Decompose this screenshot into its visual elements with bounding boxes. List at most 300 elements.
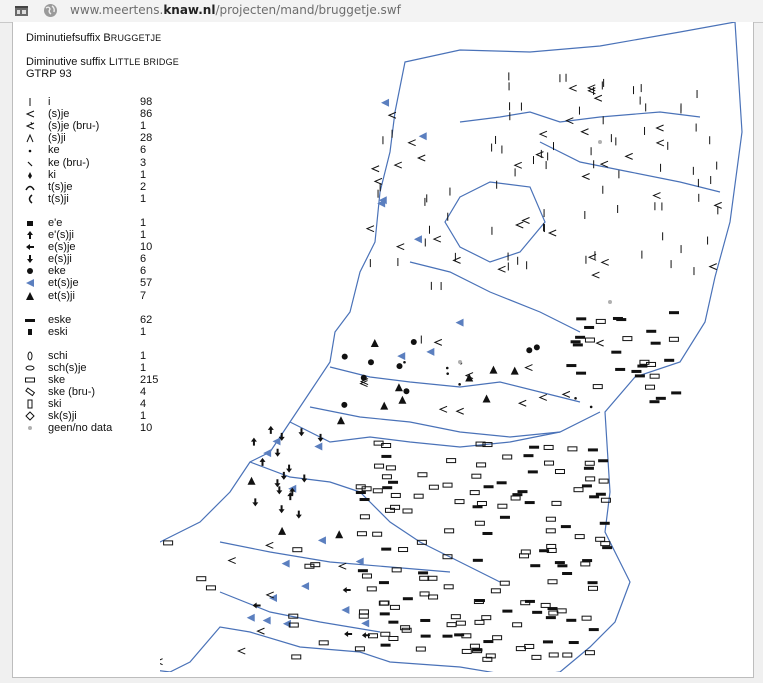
map-symbol-open-rect [475,521,484,525]
legend-count: 6 [140,253,147,266]
map-symbol-blue-triangle [341,606,349,614]
map-symbol-blue-triangle [263,617,271,625]
map-symbol-thick-dash [646,330,656,333]
map-symbol-thick-dash [584,467,594,470]
map-symbol-open-rect [596,537,605,541]
map-symbol-open-rect [470,644,479,648]
map-symbol-open-rect [447,623,456,627]
legend-symbol-arrow-up-icon [24,229,36,241]
map-symbol-thick-dash [596,493,606,496]
map-symbol-less-than [440,406,447,412]
map-symbol-blue-triangle [318,536,326,544]
globe-icon [43,3,58,18]
map-symbol-thick-dash [562,572,572,575]
map-symbol-less-than [519,400,526,406]
map-symbol-open-rect [375,464,384,468]
legend-label: e(s)je [48,241,76,254]
map-symbol-less-than [367,226,374,232]
map-symbol-less-than [372,166,379,172]
map-symbol-black-triangle [248,477,256,485]
map-symbol-open-rect [319,641,328,645]
map-symbol-open-rect [585,338,594,342]
map-symbol-open-rect [575,535,584,539]
legend-label: ske (bru-) [48,386,96,399]
map-symbol-thick-dash [379,581,389,584]
map-symbol-arrow-down [298,428,304,436]
map-symbol-small-dot [574,397,577,400]
map-symbol-open-rect [382,475,391,479]
map-symbol-thick-dash [420,619,430,622]
map-symbol-open-rect [585,461,594,465]
map-symbol-thick-dash [388,621,398,624]
map-symbol-open-rect [462,649,471,653]
map-symbol-less-than [592,272,599,278]
map-symbol-open-rect [503,455,512,459]
map-symbol-open-rect [164,541,173,545]
map-symbol-thick-dash [569,641,579,644]
map-symbol-open-rect [197,577,206,581]
legend-symbol-small-oval-icon [24,362,36,374]
legend-count: 1 [140,192,147,205]
map-symbol-open-rect [429,595,438,599]
legend-count: 10 [140,241,153,254]
legend-count: 1 [140,216,147,229]
map-symbol-thick-dash [473,559,483,562]
map-symbol-filled-circle [526,347,532,353]
map-symbol-thick-dash [525,501,535,504]
legend-symbol-less-than-mark-icon [24,120,36,132]
map-symbol-open-rect [563,653,572,657]
legend-symbol-arrow-down-icon [24,253,36,265]
map-symbol-open-rect [472,474,481,478]
legend-symbol-less-than-icon [24,108,36,120]
map-symbol-open-rect [416,647,425,651]
url-path: /projecten/mand/bruggetje.swf [215,3,401,17]
map-symbol-blue-triangle [263,449,271,457]
map-symbol-open-rect [373,532,382,536]
legend-count: 1 [140,361,147,374]
legend-count: 4 [140,386,147,399]
map-symbol-thick-dash [649,400,659,403]
legend-symbol-open-rect-icon [24,374,36,386]
map-symbol-open-rect [532,655,541,659]
legend-label: schi [48,349,68,362]
legend-symbol-slant-rect-icon [24,386,36,398]
map-symbol-filled-circle [403,388,409,394]
map-symbol-open-rect [357,532,366,536]
map-symbol-thick-dash [418,571,428,574]
map-symbol-less-than [657,125,664,131]
map-symbol-thick-dash [566,364,576,367]
map-symbol-thick-dash [360,498,370,501]
legend-label: eke [48,265,66,278]
map-symbol-arrow-left [344,631,352,637]
map-symbol-open-rect [420,592,429,596]
map-symbol-black-triangle [380,402,388,410]
map-symbol-open-rect [392,568,401,572]
map-symbol-less-than [597,340,604,346]
map-symbol-open-rect [588,586,597,590]
map-symbol-thick-dash [671,391,681,394]
map-symbol-black-triangle [395,383,403,391]
legend-count: 1 [140,168,147,181]
legend-count: 1 [140,120,147,133]
legend-count: 4 [140,398,147,411]
legend-label: ke [48,144,60,157]
map-symbol-open-rect [367,587,376,591]
map-symbol-open-rect [555,470,564,474]
map-symbol-less-than [397,244,404,250]
map-symbol-open-rect [391,493,400,497]
legend-label: et(s)je [48,277,79,290]
map-symbol-arrow-down [275,449,281,457]
map-symbol-thick-dash [512,493,522,496]
map-symbol-arrow-down [279,505,285,513]
map-symbol-open-rect [455,500,464,504]
legend-count: 7 [140,289,147,302]
map-outline [160,22,742,672]
legend-count: 6 [140,144,147,157]
map-symbol-less-than [160,659,163,665]
legend-label: eski [48,325,68,338]
map-symbol-blue-triangle [272,437,280,445]
map-symbol-less-than [583,174,590,180]
map-symbol-open-rect [451,615,460,619]
map-symbol-open-rect [493,636,502,640]
map-symbol-thick-dash [588,581,598,584]
url-prefix: www.meertens. [70,3,164,17]
map-symbol-thick-dash [517,490,527,493]
map-symbol-thick-dash [381,644,391,647]
map-symbol-less-than [536,152,543,158]
map-symbol-open-rect [389,636,398,640]
map-symbol-grey-dot [598,140,602,144]
map-symbol-thick-dash [664,359,674,362]
map-symbol-blue-triangle [397,352,405,360]
map-symbol-open-rect [557,609,566,613]
map-symbol-arrow-up [268,426,274,434]
map-symbol-less-than [602,259,609,265]
map-symbol-thick-dash [561,525,571,528]
legend-label: e'(s)ji [48,229,74,241]
map-symbol-less-than [581,129,588,135]
dialect-map [160,22,750,672]
map-symbol-grey-dot [608,300,612,304]
map-symbol-open-rect [574,488,583,492]
map-symbol-thick-dash [443,635,453,638]
map-symbol-open-rect [525,644,534,648]
legend-symbol-drop-icon [24,169,36,181]
legend-label: (s)ji [48,132,66,145]
map-symbol-open-rect [399,548,408,552]
map-symbol-less-than [595,95,602,101]
map-symbol-arrow-up [260,458,266,466]
map-symbol-open-rect [513,623,522,627]
map-symbol-open-rect [623,337,632,341]
map-symbol-open-rect [362,574,371,578]
map-symbol-thick-dash [573,343,583,346]
map-symbol-thick-dash [403,597,413,600]
legend-label: i [48,96,51,108]
map-symbol-thick-dash [576,372,586,375]
map-symbol-blue-triangle [247,614,255,622]
map-symbol-open-rect [470,491,479,495]
map-symbol-small-dot [446,372,449,375]
map-symbol-open-rect [646,385,655,389]
legend-label: e(s)ji [48,253,72,266]
map-symbol-open-rect [581,562,590,566]
map-symbol-filled-circle [396,363,402,369]
legend-symbol-caret-icon [24,132,36,144]
map-symbol-thick-dash [588,448,598,451]
map-symbol-blue-triangle [426,348,434,356]
map-symbol-black-triangle [398,396,406,404]
map-symbol-open-rect [568,447,577,451]
legend-label: e'e [48,216,63,229]
map-symbol-small-dot [446,367,449,370]
map-symbol-arrow-down [252,498,258,506]
map-symbol-open-rect [414,494,423,498]
legend-count: 28 [140,132,153,145]
map-symbol-arrow-down [276,486,282,494]
map-symbol-less-than [375,178,382,184]
map-symbol-thick-dash [528,470,538,473]
wadden-shore [460,112,700,122]
legend-symbol-filled-circle-icon [24,265,36,277]
map-symbol-less-than [266,542,273,548]
map-symbol-open-rect [482,616,491,620]
map-symbol-thick-dash [611,351,621,354]
map-symbol-thick-dash [576,317,586,320]
map-symbol-blue-triangle [361,619,369,627]
legend-symbol-small-block-icon [24,326,36,338]
map-symbol-less-than [435,339,442,345]
map-symbol-open-rect [477,463,486,467]
map-symbol-open-rect [547,544,556,548]
map-symbol-less-than [523,217,530,223]
map-symbol-thick-dash [380,612,390,615]
legend-label: (s)je (bru-) [48,120,100,133]
map-symbol-open-rect [381,632,390,636]
map-symbol-open-rect [359,610,368,614]
map-symbol-thick-dash [546,616,556,619]
legend-symbol-paren-icon [24,193,36,205]
legend-count: 3 [140,156,147,169]
legend-label: eske [48,313,72,326]
map-symbol-open-rect [293,548,302,552]
map-symbol-less-than [418,155,425,161]
map-symbol-arrow-down [274,479,280,487]
map-symbol-black-triangle [511,367,519,375]
map-symbol-thick-dash [381,455,391,458]
map-symbol-thick-dash [482,532,492,535]
map-symbol-thick-dash [555,561,565,564]
map-symbol-blue-triangle [301,582,309,590]
legend-count: 2 [140,180,147,193]
legend-label: et(s)ji [48,289,75,302]
coastline [160,22,742,672]
map-symbol-thick-dash [388,481,398,484]
browser-address-bar [0,0,763,23]
map-symbol-blue-triangle [314,442,322,450]
map-symbol-less-than [409,140,416,146]
legend-count: 1 [140,229,147,241]
map-symbol-thick-dash [584,326,594,329]
map-symbol-thick-dash [532,611,542,614]
map-symbol-thick-dash [589,495,599,498]
legend-symbol-arrow-left-icon [24,241,36,253]
map-symbol-arrow-up [251,438,257,446]
legend-symbol-bar-vertical-icon [24,96,36,108]
map-symbol-thick-dash [571,340,581,343]
map-symbol-open-rect [596,319,605,323]
map-symbol-less-than [540,131,547,137]
map-symbol-less-than [238,648,245,654]
map-symbol-filled-circle [411,339,417,345]
map-symbol-thick-dash [582,484,592,487]
map-symbol-thick-dash [484,485,494,488]
map-symbol-open-rect [599,479,608,483]
legend-label: geen/no data [48,422,113,435]
map-symbol-arrow-down [286,465,292,473]
map-symbol-arrow-left [343,587,351,593]
map-symbol-thick-dash [582,559,592,562]
map-symbol-open-rect [552,501,561,505]
map-symbol-less-than [229,558,236,564]
map-symbol-open-rect [359,614,368,618]
map-symbol-thick-dash [637,365,647,368]
map-symbol-thick-dash [575,336,585,339]
map-symbol-open-rect [548,580,557,584]
map-symbol-open-rect [443,483,452,487]
map-symbol-thick-dash [566,619,576,622]
map-symbol-open-rect [516,647,525,651]
legend-label: ki [48,168,56,181]
map-symbol-black-triangle [483,394,491,402]
map-symbol-thick-dash [475,599,485,602]
map-symbol-arrow-down [301,474,307,482]
map-symbol-thick-dash [497,481,507,484]
legend-symbol-filled-square-icon [24,217,36,229]
map-symbol-thick-dash [500,516,510,519]
url-field[interactable] [70,3,401,17]
map-symbol-open-rect [418,473,427,477]
url-domain: knaw.nl [163,3,216,17]
province-line-3 [220,542,450,572]
legend-label: ke (bru-) [48,156,90,169]
map-symbol-less-than [710,264,717,270]
legend-count: 10 [140,422,153,435]
map-symbol-thick-dash [600,522,610,525]
map-symbol-less-than [515,162,522,168]
map-symbol-small-dot [458,383,461,386]
map-symbol-open-rect [355,647,364,651]
legend-label: ski [48,398,62,411]
legend-symbol-diamond-icon [24,410,36,422]
legend-count: 1 [140,325,147,338]
map-symbol-open-rect [498,504,507,508]
legend-count: 1 [140,410,147,423]
map-symbol-filled-circle [368,359,374,365]
map-symbol-open-rect [447,459,456,463]
map-symbol-blue-triangle [456,319,464,327]
map-symbol-thick-dash [483,640,493,643]
map-symbol-open-rect [428,576,437,580]
legend-symbol-arc-icon [24,181,36,193]
map-symbol-less-than [540,394,547,400]
legend-label: t(s)je [48,180,73,193]
map-symbol-blue-triangle [381,99,389,107]
map-symbol-open-rect [373,489,382,493]
legend-count: 6 [140,265,147,278]
map-symbol-thick-dash [502,610,512,613]
map-symbol-open-rect [390,605,399,609]
map-symbol-open-rect [206,586,215,590]
map-symbol-open-rect [477,502,486,506]
legend-label: ske [48,374,66,386]
map-symbol-thick-dash [669,311,679,314]
map-symbol-thick-dash [635,374,645,377]
legend-symbol-zero-icon [24,350,36,362]
map-symbol-less-than [267,592,274,598]
map-titles [26,32,179,80]
map-symbol-open-rect [491,589,500,593]
map-symbol-thick-dash [615,368,625,371]
map-symbol-open-rect [545,461,554,465]
map-symbol-open-rect [650,374,659,378]
legend-count: 98 [140,96,153,108]
map-symbol-open-rect [549,653,558,657]
map-symbol-open-rect [500,581,509,585]
map-symbol-less-than [657,140,664,146]
map-symbol-black-triangle [489,366,497,374]
map-symbol-thick-dash [557,564,567,567]
map-symbol-less-than [549,230,556,236]
map-symbol-open-rect [429,485,438,489]
map-symbol-open-rect [445,529,454,533]
map-symbol-open-rect [544,445,553,449]
map-symbol-open-rect [669,337,678,341]
map-symbol-thick-dash [358,569,368,572]
map-symbol-arrow-down [318,434,324,442]
legend-count: 86 [140,108,153,121]
legend-label: (s)je [48,108,70,121]
map-symbol-less-than [654,193,661,199]
map-symbol-open-rect [546,517,555,521]
map-symbol-filled-circle [342,354,348,360]
province-line-5 [220,592,380,632]
map-symbol-less-than [457,408,464,414]
map-symbol-less-than [339,563,346,569]
map-symbol-less-than [257,628,264,634]
map-symbol-thick-dash [602,546,612,549]
legend-count: 57 [140,277,153,290]
map-symbol-thick-dash [631,370,641,373]
map-symbol-thick-dash [543,640,553,643]
legend-symbol-small-dot-icon [24,144,36,156]
legend-label: sk(s)ji [48,410,77,423]
map-symbol-blue-triangle [419,132,427,140]
legend-count: 62 [140,313,153,326]
map-symbol-black-triangle [371,339,379,347]
map-symbol-open-rect [586,477,595,481]
page-icon[interactable] [14,3,29,18]
map-symbol-thick-dash [356,491,366,494]
legend-count: 1 [140,349,147,362]
map-symbol-less-than [454,257,461,263]
map-symbol-small-dot [403,361,406,364]
map-symbol-open-rect [549,611,558,615]
